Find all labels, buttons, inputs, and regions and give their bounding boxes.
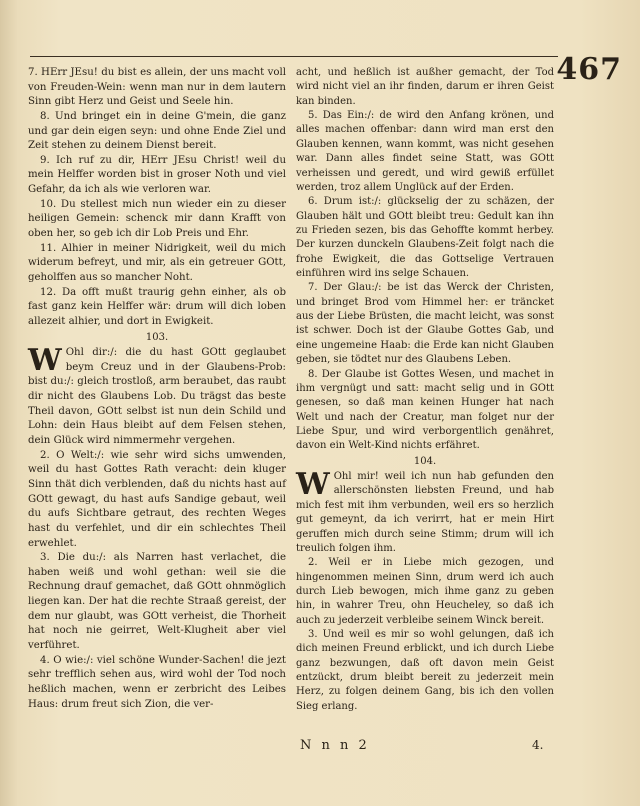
header-rule xyxy=(30,56,558,57)
verse: 8. Und bringet ein in deine G'mein, die ganz und gar dein eigen seyn: und ohne Ende Ziel und Zeit stehen zu deinem Dienst bereit. xyxy=(28,110,286,152)
hymn-first-verse xyxy=(28,343,286,448)
verse: 7. HErr JEsu! du bist es allein, der uns macht voll von Freuden-Wein: wenn man nur in dem lautern Sinn gibt Herz und Geist und Seele hin. xyxy=(28,67,286,108)
drop-initial: W xyxy=(28,343,62,379)
verse: 2. Weil er in Liebe mich gezogen, und hingenommen meinen Sinn, drum werd ich auch durch Lieb bewogen, mich ihme ganz zu geben hin, in wahrer Treu, ohn Heucheley, so daß ich auch zu jederzeit verbleibe seinem Winck bereit. xyxy=(296,557,554,626)
drop-initial: W xyxy=(296,467,330,503)
right-column xyxy=(296,66,554,714)
signature-mark: N n n 2 xyxy=(300,738,370,753)
catchword: 4. xyxy=(532,738,544,752)
verse: 7. Der Glau:/: be ist das Werck der Christen, und bringet Brod vom Himmel her: er träncket aus der Liebe Brüsten, die macht leicht, was sonst ist schwer. Doch ist der Glaube Gottes Gab, und eine ungemeine Haab: die Erde kan nicht Glauben geben, sie tödtet nur des Glaubens Leben. xyxy=(296,282,554,366)
verse: 2. O Welt:/: wie sehr wird sichs umwenden, weil du hast Gottes Rath veracht: dein kluger Sinn thät dich verblenden, daß du nichts hast auf GOtt gewagt, du hast aufs Sandige gebaut, weil du aufs Sichtbare getraut, des rechten Weges hast du verfehlet, und dir ein schlechtes Theil erwehlet. xyxy=(28,449,286,549)
page-number: 467 xyxy=(556,52,622,87)
verse: 5. Das Ein:/: de wird den Anfang krönen, und alles machen offenbar: dann wird man erst den Glauben kennen, wann kommt, was nicht gesehen war. Dann alles findet seine Statt, was GOtt verheissen und geredt, und wird gewiß erfüllet werden, troz allem Unglück auf der Erden. xyxy=(296,110,554,193)
hymn-number: 103. xyxy=(145,331,169,343)
verse: 6. Drum ist:/: glückselig der zu schäzen, der Glauben hält und GOtt bleibt treu: Gedult kan ihn zu Frieden sezen, bis das Gehoffte kommt herbey. Der kurzen dunckeln Glaubens-Zeit folgt nach die frohe Ewigkeit, die das Gottselige Vertrauen einführen wird ins selge Schauen. xyxy=(296,196,554,280)
verse: acht, und heßlich ist außher gemacht, der Tod wird nicht viel an ihr finden, darum er ihren Geist kan binden. xyxy=(296,67,554,107)
verse: 9. Ich ruf zu dir, HErr JEsu Christ! weil du mein Helffer worden bist in groser Noth und viel Gefahr, da ich als wie verloren war. xyxy=(28,154,286,196)
verse: 10. Du stellest mich nun wieder ein zu dieser heiligen Gemein: schenck mir dann Krafft von oben her, so geb ich dir Lob Preis und Ehr. xyxy=(28,198,286,240)
hymn-number: 104. xyxy=(413,455,437,467)
hymn-first-verse xyxy=(296,467,554,556)
verse: 12. Da offt mußt traurig gehn einher, als ob fast ganz kein Helffer wär: drum will dich loben allezeit alhier, und dort in Ewigkeit. xyxy=(28,286,286,327)
verse: 4. O wie:/: viel schöne Wunder-Sachen! die jezt sehr trefflich sehen aus, wird wohl der Tod noch heßlich machen, wenn er zerbricht des Leibes Haus: drum freut sich Zion, die ver- xyxy=(28,654,286,710)
verse: 3. Und weil es mir so wohl gelungen, daß ich dich meinen Freund erblickt, und ich durch Liebe ganz bezwungen, daß oft davon mein Geist entzückt, drum bleibt bereit zu jederzeit mein Herz, zu folgen deinem Gang, bis ich den vollen Sieg erlang. xyxy=(296,629,554,712)
verse: 3. Die du:/: als Narren hast verlachet, die haben weiß und wohl gethan: weil sie die Rechnung drauf gemachet, daß GOtt ohnmöglich liegen kan. Der hat die rechte Straaß gereist, der dem nur glaubt, was GOtt verheist, die Thorheit hat noch nie geirret, Welt-Klugheit aber viel verführet. xyxy=(28,552,286,651)
left-column xyxy=(28,66,286,712)
verse: 11. Alhier in meiner Nidrigkeit, weil du mich widerum befreyt, und mir, als ein getreuer GOtt, geholffen aus so mancher Noht. xyxy=(28,242,286,283)
verse: 8. Der Glaube ist Gottes Wesen, und machet in ihm vergnügt und satt: macht selig und in GOtt genesen, so daß man keinen Hunger hat nach Welt und nach der Creatur, man folget nur der Liebe Spur, und wird verborgentlich genähret, davon ein Welt-Kind nichts erfähret. xyxy=(296,368,554,452)
verse-text: Ohl dir:/: die du hast GOtt geglaubet beym Creuz und in der Glaubens-Prob: bist du:/: gleich trostloß, arm beraubet, das raubt dir nicht des Glaubens Lob. Du trägst das beste Theil davon, GOtt selbst ist nun dein Schild und Lohn: dein Haus bleibt auf dem Felsen stehen, dein Glück wird nimmermehr vergehen. xyxy=(28,347,286,447)
verse-text: Ohl mir! weil ich nun hab gefunden den allerschönsten liebsten Freund, und hab mich fest mit ihm verbunden, weil ers so herzlich gut gemeynt, da ich verirrt, hat er mein Hirt geruffen mich durch seine Stimm; drum will ich treulich folgen ihm. xyxy=(296,471,554,554)
